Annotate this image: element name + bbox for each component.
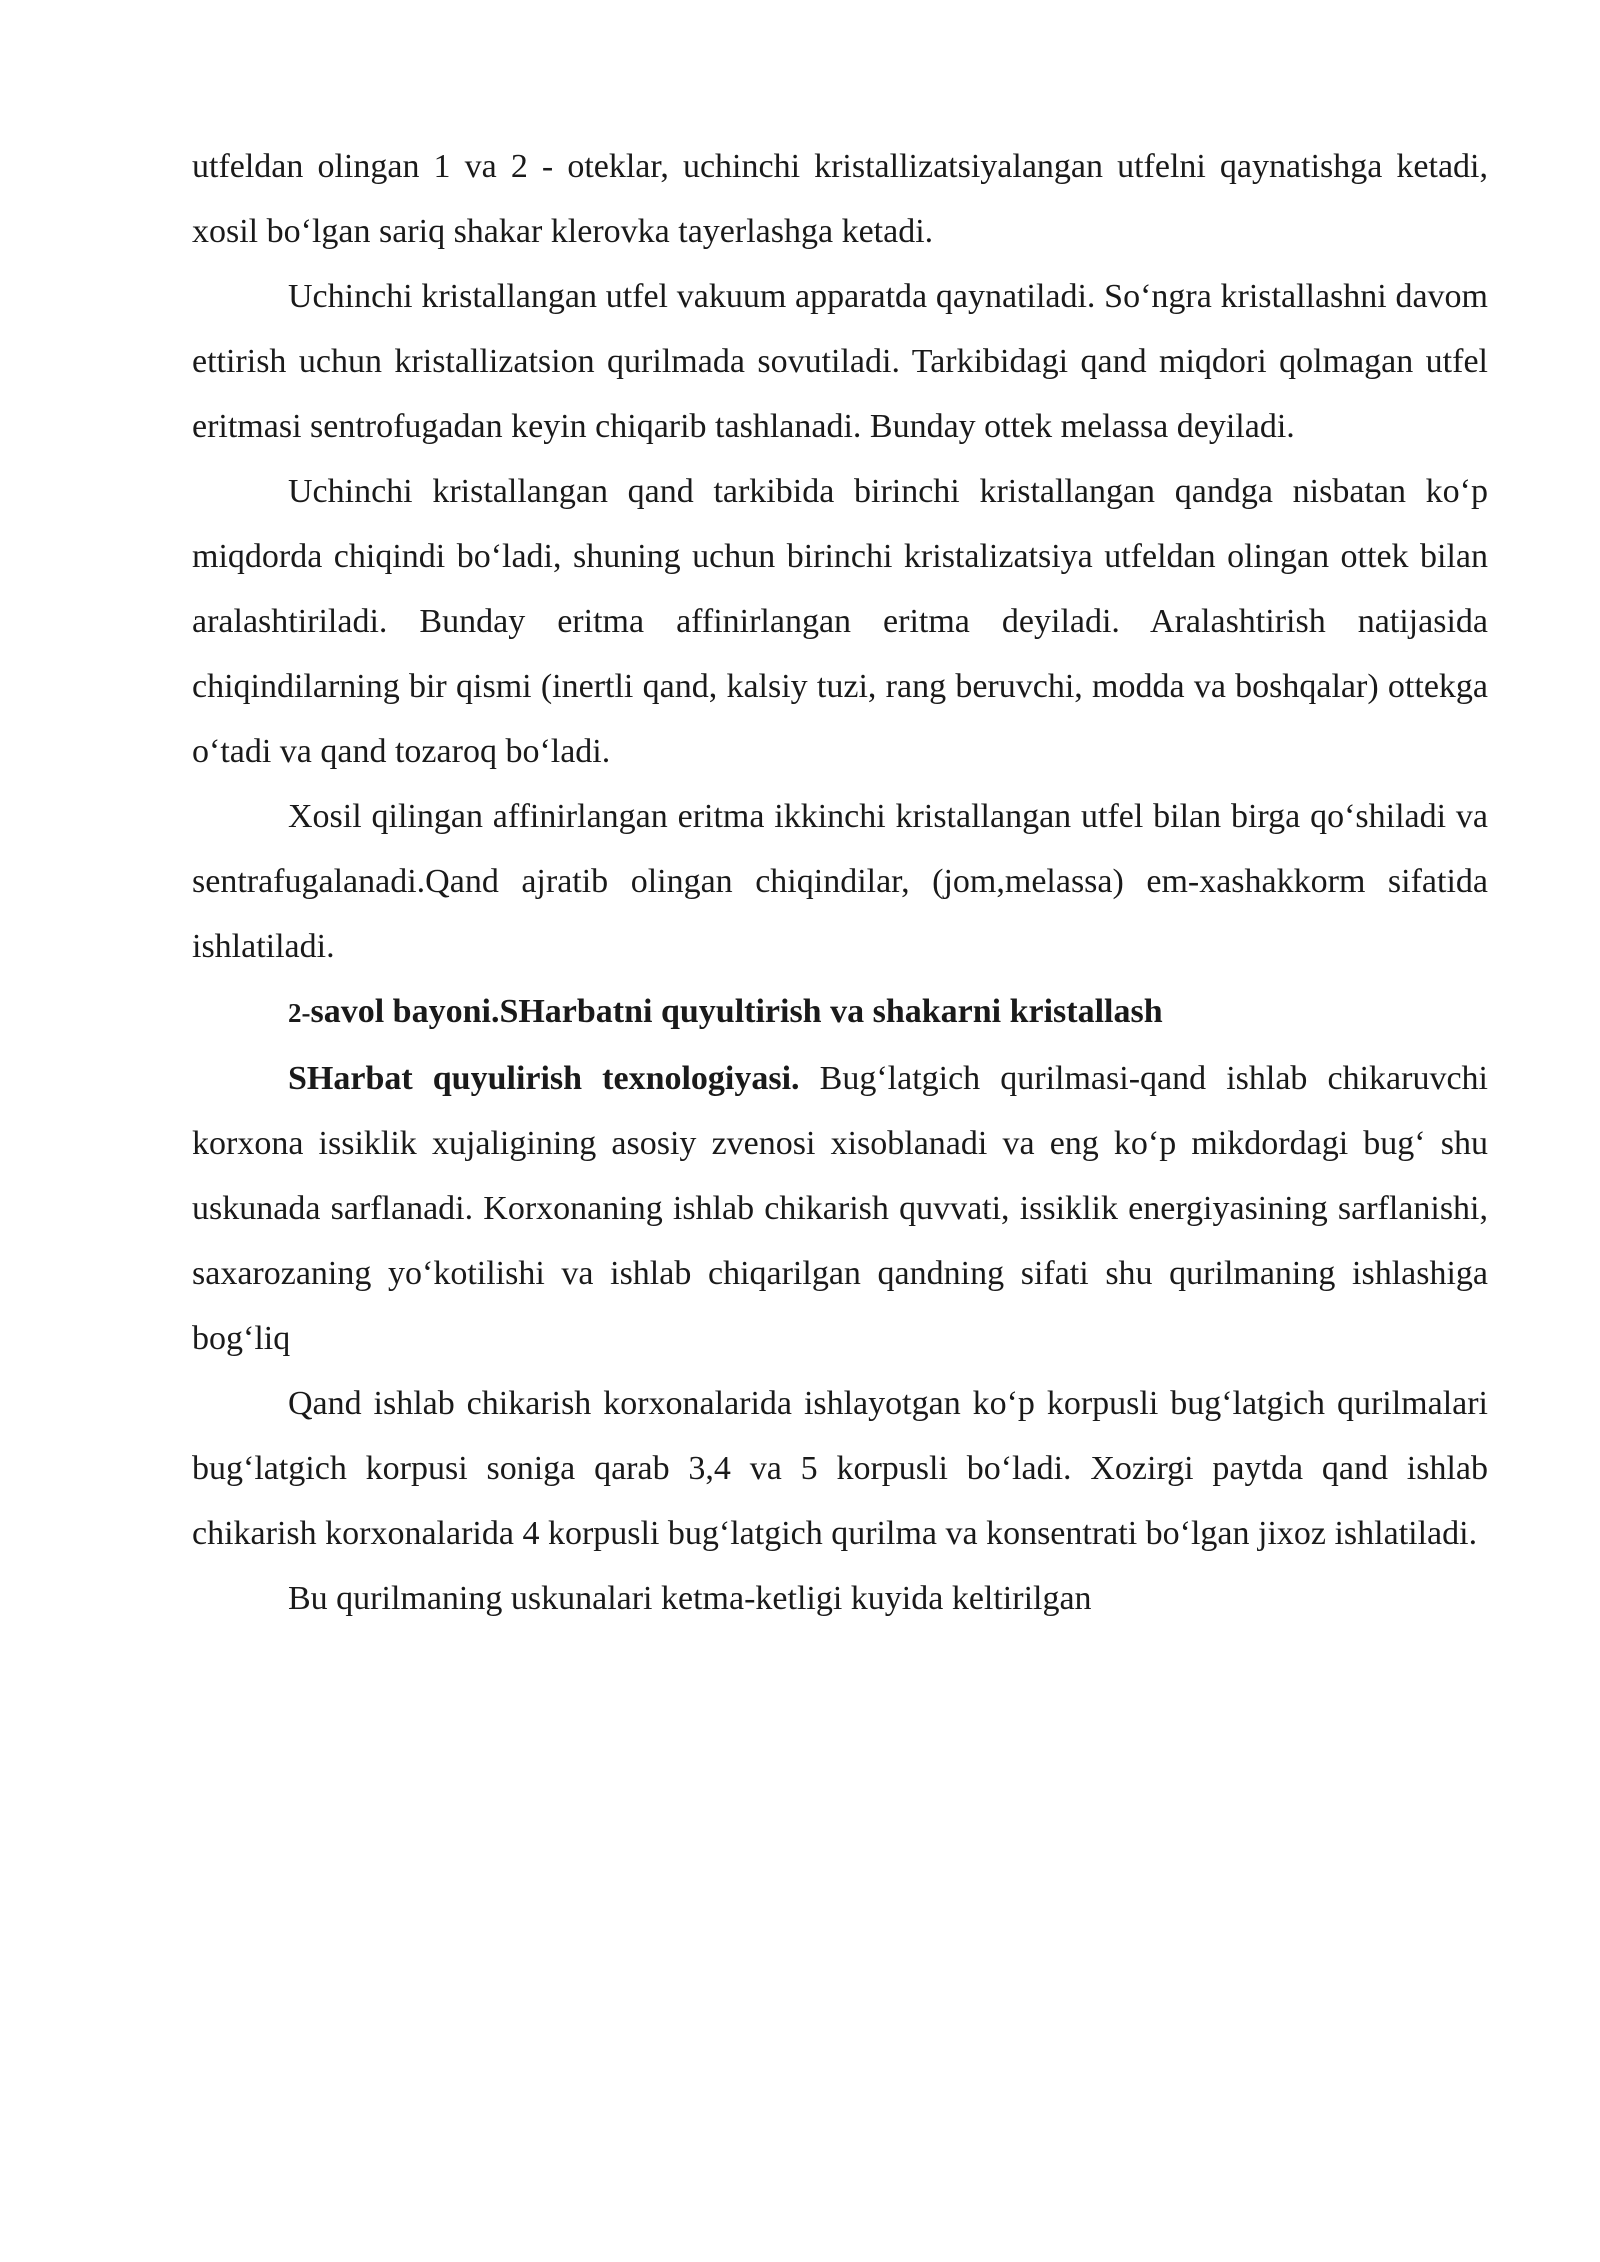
- document-page: [192, 134, 1488, 1631]
- section-number: 2-: [288, 998, 311, 1028]
- paragraph-7: Bu qurilmaning uskunalari ketma-ketligi kuyida keltirilgan: [288, 1580, 1092, 1617]
- paragraph-6: Qand ishlab chikarish korxonalarida ishlayotgan ko‘p korpusli bug‘latgich qurilmalari bug‘latgich korpusi soniga qarab 3,4 va 5 korpusli bo‘ladi. Xozirgi paytda qand ishlab chikarish korxonalarida 4 korpusli bug‘latgich qurilma va konsentrati bo‘lgan jixoz ishlatiladi.: [192, 1385, 1488, 1552]
- paragraph-1: utfeldan olingan 1 va 2 - oteklar, uchinchi kristallizatsiyalangan utfelni qaynatishga ketadi, xosil bo‘lgan sariq shakar klerovka tayerlashga ketadi.: [192, 148, 1488, 250]
- section-heading: [192, 979, 1488, 1046]
- paragraph-5: [192, 1046, 1488, 1371]
- paragraph-5-body: Bug‘latgich qurilmasi-qand ishlab chikaruvchi korxona issiklik xujaligining asosiy zvenosi xisoblanadi va eng ko‘p mikdordagi bug‘ shu uskunada sarflanadi. Korxonaning ishlab chikarish quvvati, issiklik energiyasining sarflanishi, saxarozaning yo‘kotilishi va ishlab chiqarilgan qandning sifati shu qurilmaning ishlashiga bog‘liq: [192, 1060, 1488, 1357]
- paragraph-3: Uchinchi kristallangan qand tarkibida birinchi kristallangan qandga nisbatan ko‘p miqdorda chiqindi bo‘ladi, shuning uchun birinchi kristalizatsiya utfeldan olingan ottek bilan aralashtiriladi. Bunday eritma affinirlangan eritma deyiladi. Aralashtirish natijasida chiqindilarning bir qismi (inertli qand, kalsiy tuzi, rang beruvchi, modda va boshqalar) ottekga o‘tadi va qand tozaroq bo‘ladi.: [192, 473, 1488, 770]
- paragraph-2: Uchinchi kristallangan utfel vakuum apparatda qaynatiladi. So‘ngra kristallashni davom ettirish uchun kristallizatsion qurilmada sovutiladi. Tarkibidagi qand miqdori qolmagan utfel eritmasi sentrofugadan keyin chiqarib tashlanadi. Bunday ottek melassa deyiladi.: [192, 278, 1488, 445]
- section-title: savol bayoni.SHarbatni quyultirish va shakarni kristallash: [310, 993, 1163, 1030]
- paragraph-4: Xosil qilingan affinirlangan eritma ikkinchi kristallangan utfel bilan birga qo‘shiladi va sentrafugalanadi.Qand ajratib olingan chiqindilar, (jom,melassa) em-xashakkorm sifatida ishlatiladi.: [192, 798, 1488, 965]
- paragraph-5-lead: SHarbat quyulirish texnologiyasi.: [288, 1060, 800, 1097]
